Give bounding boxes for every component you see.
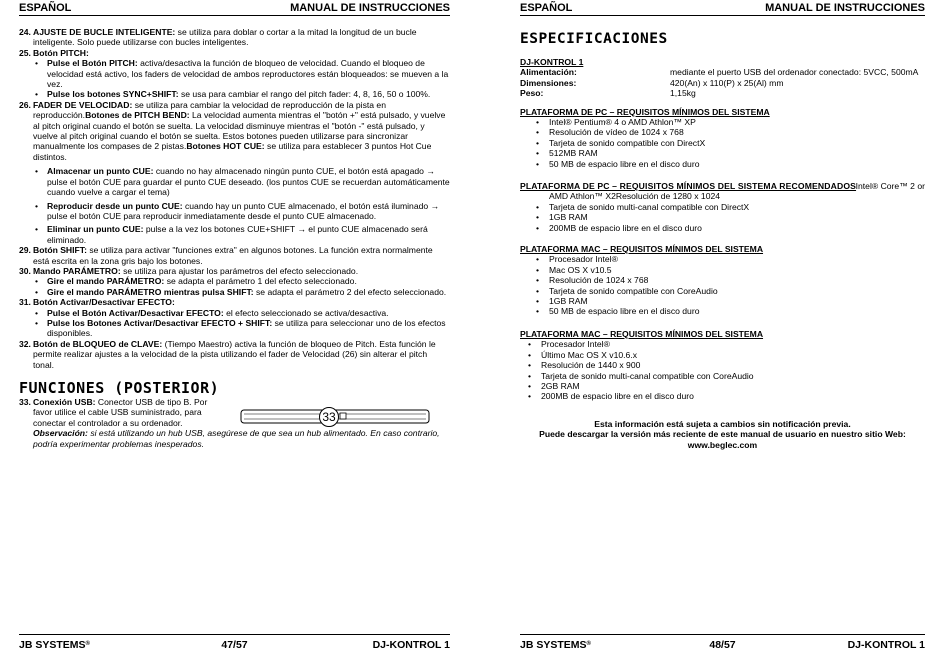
item-title: Botón PITCH: [33, 47, 89, 58]
list-item: • Tarjeta de sonido multi-canal compatible con CoreAudio [528, 370, 754, 381]
footer-page-number: 47/57 [221, 639, 248, 651]
product-name: DJ-KONTROL 1 [520, 57, 584, 67]
requirements-title: PLATAFORMA MAC – REQUISITOS MÍNIMOS DEL SISTEMA [520, 244, 764, 255]
spec-row [520, 88, 925, 98]
bullet-title: Pulse el Botón PITCH: [47, 58, 138, 69]
list-item: • Mac OS X v10.5 [536, 264, 612, 275]
bullet-item: • Pulse los botones SYNC+SHIFT: se usa para cambiar el rango del pitch fader: 4, 8, 16, 50 o 100%. [35, 89, 431, 100]
note-title: Observación: [33, 428, 88, 439]
requirements-list [520, 117, 925, 169]
item-number: 32. [19, 338, 31, 349]
item-text: (Tiempo Maestro) activa la función de bloqueo de Pitch. Esta función le permite realizar ajustes a la velocidad de la pista utilizando el fader de Velocidad (26) sin alterar el pitch tonal. [33, 338, 436, 370]
right-page [475, 0, 950, 654]
footer-page-number: 48/57 [709, 639, 736, 651]
notice [520, 419, 925, 450]
item-title: Botón Activar/Desactivar EFECTO: [33, 297, 175, 308]
list-item: • Procesador Intel® [536, 254, 618, 265]
bullet-item: • Reproducir desde un punto CUE: cuando hay un punto CUE almacenado, el botón está iluminado → pulse el botón CUE para reproducir inmediatamente desde el punto CUE almacenado. [35, 200, 440, 221]
item-subtitle: Botones HOT CUE: [186, 141, 265, 152]
usb-port-icon [340, 413, 346, 419]
bullet-item: • Pulse el Botón Activar/Desactivar EFECTO: el efecto seleccionado se activa/desactiva. [35, 307, 389, 318]
list-item: • Intel® Pentium® 4 o AMD Athlon™ XP [536, 116, 696, 127]
bullet-item: • Eliminar un punto CUE: pulse a la vez los botones CUE+SHIFT → el punto CUE almacenado será eliminado. [35, 224, 428, 245]
bullet-item: • Almacenar un punto CUE: cuando no hay almacenado ningún punto CUE, el botón está apagado → pulse el botón CUE para guardar el punto CUE deseado. (los puntos CUE se recuerdan automáticamente cuando vuelve a cargar el tema) [35, 166, 450, 198]
list-item: • Tarjeta de sonido multi-canal compatible con DirectX [536, 201, 750, 212]
item-30 [19, 266, 450, 276]
bullet-title: Pulse los botones SYNC+SHIFT: [47, 89, 179, 100]
item-33 [19, 397, 227, 428]
bullet-item: • Gire el mando PARÁMETRO mientras pulsa SHIFT: se adapta el parámetro 2 del efecto seleccionado. [35, 286, 447, 297]
spec-key: Dimensiones: [520, 77, 577, 88]
requirements-list [520, 339, 925, 401]
requirements-title: PLATAFORMA MAC – REQUISITOS MÍNIMOS DEL SISTEMA [520, 328, 764, 339]
item-text: se utiliza para establecer 3 puntos Hot Cue distintos. [33, 141, 432, 162]
bullet-item: • Pulse los Botones Activar/Desactivar EFECTO + SHIFT: se utiliza para seleccionar uno de los efectos disponibles. [35, 317, 446, 339]
item-title: Mando PARÁMETRO: [33, 265, 121, 276]
list-item: • 2GB RAM [528, 380, 580, 391]
page-footer [520, 634, 925, 652]
notice-line: Esta información está sujeta a cambios sin notificación previa. [594, 418, 851, 429]
item-number: 30. [19, 265, 31, 276]
item-number: 29. [19, 245, 31, 256]
left-content [19, 27, 450, 449]
bullet-text: se utiliza para seleccionar uno de los efectos disponibles. [47, 317, 446, 339]
item-title: FADER DE VELOCIDAD: [33, 99, 133, 110]
bullet-title: Almacenar un punto CUE: [47, 166, 154, 177]
item-text: se utiliza para activar "funciones extra" en algunos botones. La función extra normalmente está escrita en la zona gris bajo los botones. [33, 245, 433, 266]
rear-panel-figure [240, 406, 430, 428]
item-text: se utiliza para cambiar la velocidad de reproducción de la pista en reproducción. [33, 99, 386, 121]
item-number: 26. [19, 99, 31, 110]
requirements-title-tail: Intel® Core™ 2 or [855, 181, 925, 192]
list-item: • 1GB RAM [536, 212, 588, 223]
list-item: • Resolución de vídeo de 1024 x 768 [536, 127, 684, 138]
item-title: Botón SHIFT: [33, 245, 87, 256]
spec-row [520, 67, 925, 77]
list-item: • 200MB de espacio libre en el disco duro [528, 391, 694, 402]
bullet-title: Gire el mando PARÁMETRO: [47, 276, 165, 287]
list-item: • 1GB RAM [536, 296, 588, 307]
item-text: se utiliza para ajustar los parámetros del efecto seleccionado. [120, 265, 359, 276]
list-item: • 200MB de espacio libre en el disco duro [536, 222, 702, 233]
right-content [520, 30, 925, 450]
item-text: Conector USB de tipo B. Por favor utilice el cable USB suministrado, para conectar el controlador a su ordenador. [33, 397, 208, 428]
bullet-title: Pulse el Botón Activar/Desactivar EFECTO: [47, 307, 224, 318]
section-title: FUNCIONES (POSTERIOR) [19, 379, 220, 397]
list-item: • 50 MB de espacio libre en el disco duro [536, 158, 700, 169]
list-item: • Resolución de 1024 x 768 [536, 275, 649, 286]
bullet-text: se adapta el parámetro 1 del efecto seleccionado. [164, 276, 357, 287]
bullet-title: Eliminar un punto CUE: [47, 224, 144, 235]
note-text: si está utilizando un hub USB, asegúrese de que sea un hub alimentado. En caso contrario, podría experimentar problemas inesperados. [33, 428, 440, 449]
header-manual-title: MANUAL DE INSTRUCCIONES [765, 2, 925, 14]
bullet-title: Pulse los Botones Activar/Desactivar EFECTO + SHIFT: [47, 317, 273, 328]
item-subtitle: Botones de PITCH BEND: [85, 110, 190, 121]
bullet-title: Reproducir desde un punto CUE: [47, 200, 183, 211]
spec-value: 420(An) x 110(P) x 25(Al) mm [670, 77, 784, 88]
website-link[interactable]: www.beglec.com [687, 439, 758, 450]
header-manual-title: MANUAL DE INSTRUCCIONES [290, 2, 450, 14]
spec-row [520, 78, 925, 88]
bullet-text: el efecto seleccionado se activa/desactiva. [223, 307, 389, 318]
requirements-title: PLATAFORMA DE PC – REQUISITOS MÍNIMOS DEL SISTEMA [520, 106, 770, 117]
list-item: • Último Mac OS X v10.6.x [528, 349, 637, 360]
observation-note [19, 428, 450, 449]
item-26 [19, 100, 450, 162]
footer-model: DJ-KONTROL 1 [372, 639, 450, 651]
item-25 [19, 48, 450, 58]
item-number: 24. [19, 27, 31, 37]
notice-line: Puede descargar la versión más reciente de este manual de usuario en nuestro sitio Web: [539, 429, 906, 440]
header-language: ESPAÑOL [520, 2, 573, 14]
item-title: Conexión USB: [33, 397, 96, 407]
page-header [520, 2, 925, 16]
list-item: • 512MB RAM [536, 148, 598, 159]
spec-value: mediante el puerto USB del ordenador conectado: 5VCC, 500mA [670, 67, 919, 78]
page-header [19, 2, 450, 16]
specs-title: ESPECIFICACIONES [520, 31, 668, 47]
footer-brand: JB SYSTEMS® [19, 639, 90, 651]
spec-value: 1,15kg [670, 88, 696, 99]
item-24 [19, 27, 450, 48]
item-29 [19, 245, 450, 266]
list-item: • Resolución de 1440 x 900 [528, 360, 641, 371]
page-footer [19, 634, 450, 652]
item-number: 33. [19, 397, 31, 407]
item-32 [19, 339, 450, 370]
spec-key: Alimentación: [520, 67, 577, 78]
item-31 [19, 297, 450, 307]
bullet-item: • Pulse el Botón PITCH: activa/desactiva la función de bloqueo de velocidad. Cuando el bloqueo de velocidad está activo, los faders de velocidad de ambos reproductores están bloqueados: se mueven a la vez. [35, 58, 449, 90]
bullet-item: • Gire el mando PARÁMETRO: se adapta el parámetro 1 del efecto seleccionado. [35, 276, 357, 287]
bullet-text: cuando hay un punto CUE almacenado, el botón está iluminado → pulse el botón CUE para reproducir inmediatamente desde el punto CUE almacenado. [47, 200, 440, 221]
bullet-text: pulse a la vez los botones CUE+SHIFT → el punto CUE almacenado será eliminado. [47, 224, 428, 245]
item-text: La velocidad aumenta mientras el "botón +" está pulsado, y vuelve al pitch original cuando el botón se suelta. La velocidad disminuye mientras el "botón -" está pulsado, y vuelve al pitch original cuando el botón se suelta. Estos botones pueden utilizarse para sincronizar manualmente los compases de 2 pistas. [33, 110, 446, 152]
requirements-title: PLATAFORMA DE PC – REQUISITOS MÍNIMOS DEL SISTEMA RECOMENDADOS [520, 181, 857, 192]
header-language: ESPAÑOL [19, 2, 72, 14]
bullet-text: cuando no hay almacenado ningún punto CUE, el botón está apagado → pulse el botón CUE para guardar el punto CUE deseado. (los puntos CUE se recuerdan automáticamente cuando vuelve a cargar el tema) [47, 166, 450, 198]
bullet-text: activa/desactiva la función de bloqueo de velocidad. Cuando el bloqueo de velocidad está activo, los faders de velocidad de ambos reproductores están bloqueados: se mueven a la vez. [47, 58, 449, 90]
item-text: se utiliza para doblar o cortar a la mitad la longitud de un bucle inteligente. Solo puede utilizarse con bucles inteligentes. [33, 27, 417, 48]
requirements-title-row [520, 181, 925, 191]
list-item-continued: AMD Athlon™ X2Resolución de 1280 x 1024 [549, 191, 721, 202]
list-item: • Procesador Intel® [528, 339, 610, 350]
footer-brand: JB SYSTEMS® [520, 639, 591, 651]
list-item: • Tarjeta de sonido compatible con CoreAudio [536, 285, 718, 296]
item-title: Botón de BLOQUEO de CLAVE: [33, 338, 163, 349]
footer-model: DJ-KONTROL 1 [847, 639, 925, 651]
item-title: AJUSTE DE BUCLE INTELIGENTE: [33, 27, 176, 37]
spec-key: Peso: [520, 88, 544, 99]
bullet-text: se usa para cambiar el rango del pitch fader: 4, 8, 16, 50 o 100%. [178, 89, 431, 100]
list-item: • Tarjeta de sonido compatible con DirectX [536, 137, 706, 148]
callout-number: 33 [322, 410, 336, 424]
bullet-text: se adapta el parámetro 2 del efecto seleccionado. [253, 286, 447, 297]
item-number: 25. [19, 47, 31, 58]
bullet-title: Gire el mando PARÁMETRO mientras pulsa SHIFT: [47, 286, 254, 297]
requirements-list [520, 191, 925, 233]
list-item: • 50 MB de espacio libre en el disco duro [536, 306, 700, 317]
requirements-list [520, 254, 925, 316]
item-number: 31. [19, 297, 31, 308]
